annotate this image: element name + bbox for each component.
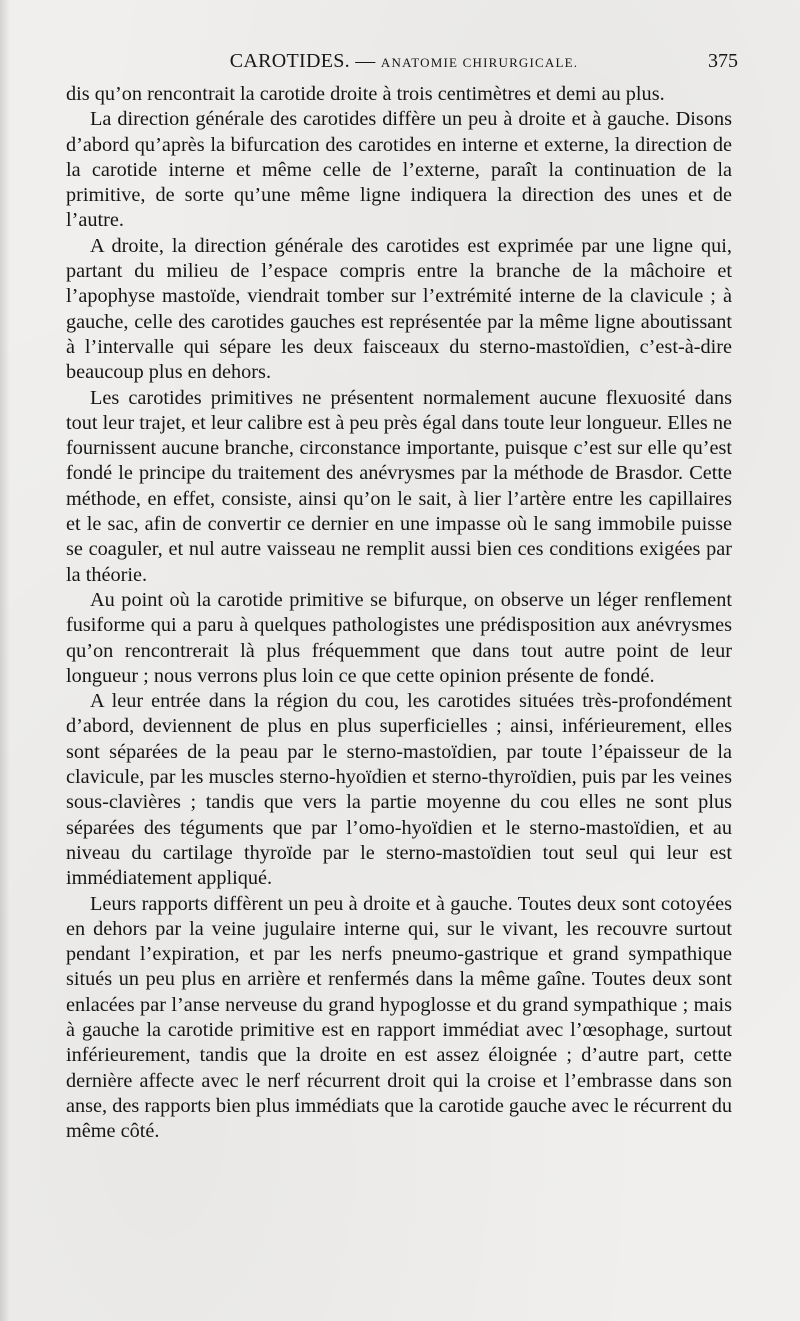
paragraph-4: Les carotides primitives ne présentent normalement aucune flexuosité dans tout leur trajet, et leur calibre est à peu près égal dans toute leur longueur. Elles ne fournissent aucune branche, circonstance importante, puisque c’est sur elle qu’est fondé le principe du traitement des anévrysmes par la méthode de Brasdor. Cette méthode, en effet, consiste, ainsi qu’on le sait, à lier l’artère entre les capillaires et le sac, afin de convertir ce dernier en une impasse où le sang immobile puisse se coaguler, et nul autre vaisseau ne remplit aussi bien ces conditions exigées par la théorie. [66,386,732,586]
paragraph-2: La direction générale des carotides diffère un peu à droite et à gauche. Disons d’abord qu’après la bifurcation des carotides en interne et externe, la direction de la carotide interne et même celle de l’externe, paraît la continuation de la primitive, de sorte qu’une même ligne indiquera la direction des unes et de l’autre. [66,108,732,232]
paragraph-3: A droite, la direction générale des carotides est exprimée par une ligne qui, partant du milieu de l’espace compris entre la branche de la mâchoire et l’apophyse mastoïde, viendrait tomber sur l’extrémité interne de la clavicule ; à gauche, celle des carotides gauches est représentée par la même ligne aboutissant à l’intervalle qui sépare les deux faisceaux du sterno-mastoïdien, c’est-à-dire beaucoup plus en dehors. [66,234,732,384]
running-title-main: CAROTIDES. [229,50,350,72]
page-header [70,50,738,76]
page-gutter-shadow [0,0,10,1321]
paragraph-1: dis qu’on rencontrait la carotide droite à trois centimètres et demi au plus. [66,83,665,105]
paragraph-6: A leur entrée dans la région du cou, les carotides situées très-profondément d’abord, deviennent de plus en plus superficielles ; ainsi, inférieurement, elles sont séparées de la peau par le sterno-mastoïdien, par toute l’épaisseur de la clavicule, par les muscles sterno-hyoïdien et sterno-thyroïdien, puis par les veines sous-clavières ; tandis que vers la partie moyenne du cou elles ne sont plus séparées des téguments que par l’omo-hyoïdien et le sterno-mastoïdien, et au niveau du cartilage thyroïde par le sterno-mastoïdien tout seul qui leur est immédiatement appliqué. [66,690,732,890]
paragraph-7: Leurs rapports diffèrent un peu à droite et à gauche. Toutes deux sont cotoyées en dehors par la veine jugulaire interne qui, sur le vivant, les recouvre surtout pendant l’expiration, et par les nerfs pneumo-gastrique et grand sympathique situés un peu plus en arrière et renfermés dans la même gaîne. Toutes deux sont enlacées par l’anse nerveuse du grand hypoglosse et du grand sympathique ; mais à gauche la carotide primitive est en rapport immédiat avec l’œsophage, surtout inférieurement, tandis que la droite en est assez éloignée ; d’autre part, cette dernière affecte avec le nerf récurrent droit qui la croise et l’embrasse dans son anse, des rapports bien plus immédiats que la carotide gauche avec le récurrent du même côté. [66,892,732,1143]
body-text [66,82,732,1144]
paragraph-5: Au point où la carotide primitive se bifurque, on observe un léger renflement fusiforme qui a paru à quelques pathologistes une prédisposition aux anévrysmes qu’on rencontrerait là plus fréquemment que dans tout autre point de leur longueur ; nous verrons plus loin ce que cette opinion présente de fondé. [66,588,732,687]
running-title-dash: — [355,50,376,72]
running-title [70,50,738,73]
page-number: 375 [708,50,738,72]
running-title-sub: ANATOMIE CHIRURGICALE. [380,55,579,70]
